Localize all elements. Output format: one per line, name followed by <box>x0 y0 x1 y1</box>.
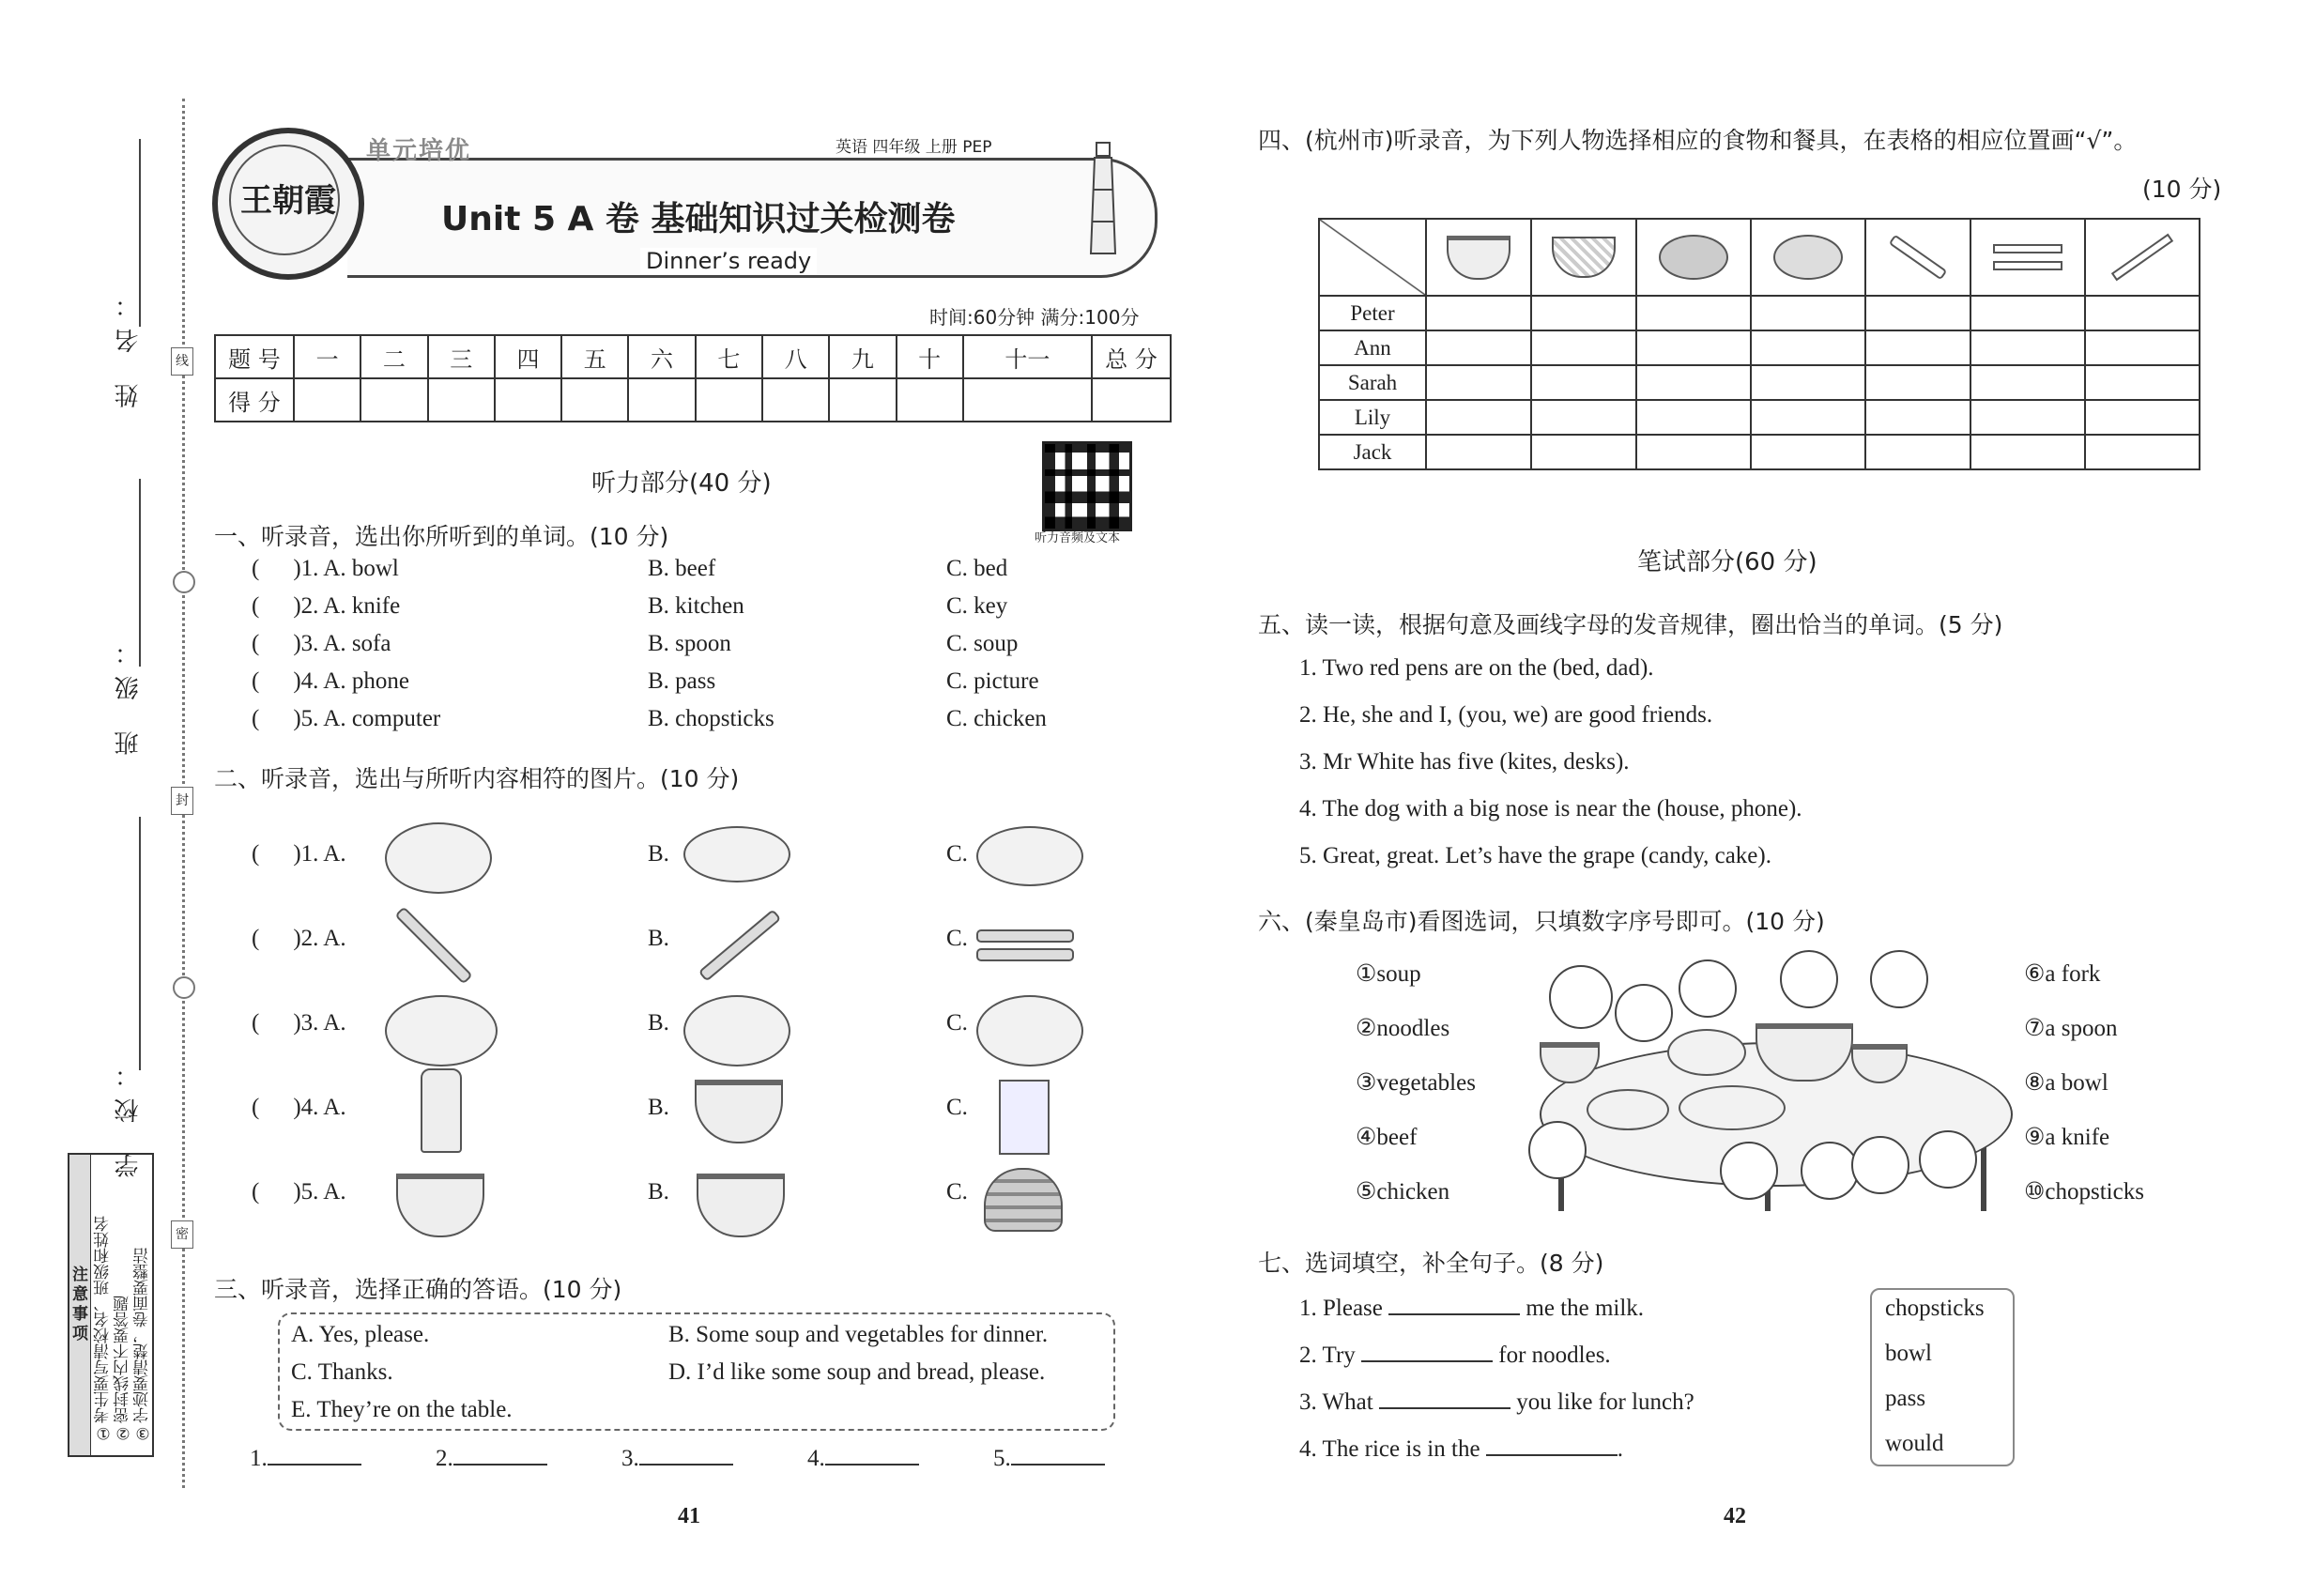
q1-item <box>252 556 399 582</box>
answer-bubble[interactable] <box>1528 1121 1587 1179</box>
name-field-line[interactable] <box>139 139 141 327</box>
q4-check-cell[interactable] <box>1426 296 1531 330</box>
school-field-line[interactable] <box>139 817 141 1070</box>
q1-option-a: )2. A. knife <box>293 593 401 619</box>
score-cell[interactable] <box>762 378 829 422</box>
notice-title: 注意事项 <box>69 1155 91 1455</box>
q7-word: bowl <box>1885 1341 1932 1366</box>
q3-blank <box>621 1446 733 1472</box>
chicken-dish-icon <box>1667 1029 1746 1076</box>
q2-label-b: B. <box>648 841 669 867</box>
brand-name: 王朝霞 <box>240 182 336 220</box>
q6-word: ⑩chopsticks <box>2024 1179 2144 1205</box>
answer-bubble[interactable] <box>1801 1142 1859 1200</box>
q4-person: Sarah <box>1319 365 1426 400</box>
q6-word: ⑥a fork <box>2024 961 2101 987</box>
chicken-icon <box>1751 219 1865 296</box>
q7-item <box>1299 1389 1694 1416</box>
q2-label-b: B. <box>648 1010 669 1036</box>
answer-paren[interactable]: ( <box>252 668 260 694</box>
class-label: 班 级： <box>115 629 143 756</box>
q7-answer-line[interactable] <box>1486 1454 1618 1456</box>
q7-heading: 七、选词填空，补全句子。(8 分) <box>1258 1250 1604 1277</box>
q2-item <box>252 1010 346 1036</box>
q5-item[interactable]: 1. Two red pens are on the (bed, dad). <box>1299 655 1654 681</box>
q3-answer-line[interactable] <box>825 1464 919 1466</box>
q4-check-cell[interactable] <box>1636 330 1751 365</box>
q6-word: ③vegetables <box>1356 1070 1476 1096</box>
cut-mark-xian: 线 <box>171 347 193 376</box>
q4-corner-cell <box>1319 219 1426 296</box>
q3-blank-num: 3. <box>621 1446 639 1471</box>
q4-check-cell[interactable] <box>1751 296 1865 330</box>
answer-bubble[interactable] <box>1720 1142 1778 1200</box>
q3-heading: 三、听录音，选择正确的答语。(10 分) <box>214 1276 622 1303</box>
answer-bubble[interactable] <box>1780 950 1838 1008</box>
answer-paren[interactable]: ( <box>252 593 260 619</box>
noodle-bowl-image[interactable] <box>697 1174 785 1237</box>
q2-label-b: B. <box>648 1179 669 1205</box>
q7-word: chopsticks <box>1885 1296 1985 1321</box>
q4-check-cell[interactable] <box>1531 435 1636 469</box>
score-cell[interactable] <box>428 378 495 422</box>
q6-heading: 六、(秦皇岛市)看图选词，只填数字序号即可。(10 分) <box>1258 908 1825 935</box>
answer-paren[interactable]: ( <box>252 841 260 867</box>
q2-item <box>252 926 346 952</box>
q1-item <box>252 593 400 620</box>
q1-option-a: )1. A. bowl <box>293 556 399 581</box>
q2-item <box>252 1179 346 1205</box>
q3-option: B. Some soup and vegetables for dinner. <box>668 1322 1049 1347</box>
q2-label-c: C. <box>946 1095 968 1120</box>
q6-word: ⑤chicken <box>1356 1179 1450 1205</box>
score-header-cell: 四 <box>495 335 561 378</box>
series-label: 单元培优 <box>366 137 472 165</box>
q1-option-b: B. beef <box>648 556 716 581</box>
q1-option-c: C. chicken <box>946 706 1047 731</box>
q7-word: would <box>1885 1431 1944 1456</box>
answer-paren[interactable]: ( <box>252 556 260 581</box>
q4-check-cell[interactable] <box>1751 330 1865 365</box>
q4-check-cell[interactable] <box>1970 365 2085 400</box>
q4-check-cell[interactable] <box>1426 400 1531 435</box>
q7-text: 1. Please <box>1299 1296 1383 1321</box>
q4-check-cell[interactable] <box>2085 400 2200 435</box>
answer-paren[interactable]: ( <box>252 631 260 656</box>
q7-item <box>1299 1343 1611 1369</box>
soup-bowl-image[interactable] <box>695 1080 783 1143</box>
spoon-image[interactable] <box>394 906 472 984</box>
score-header-cell: 二 <box>360 335 427 378</box>
notice-item: ③字迹要清楚，卷面要整洁 <box>133 1248 152 1442</box>
q3-answer-line[interactable] <box>268 1464 361 1466</box>
q2-label-a: )5. A. <box>293 1179 346 1205</box>
scissor-icon <box>173 571 195 593</box>
cut-mark-mi: 密 <box>171 1220 193 1249</box>
q3-answer-line[interactable] <box>1011 1464 1105 1466</box>
q3-blank-num: 5. <box>993 1446 1011 1471</box>
page-number-right: 42 <box>1724 1504 1746 1528</box>
score-header-cell: 八 <box>762 335 829 378</box>
answer-bubble[interactable] <box>1870 950 1928 1008</box>
fork-knife-image[interactable] <box>976 948 1074 961</box>
book-meta: 英语 四年级 上册 PEP <box>836 138 992 157</box>
q4-check-cell[interactable] <box>2085 365 2200 400</box>
q4-check-cell[interactable] <box>1426 365 1531 400</box>
score-header-cell: 七 <box>696 335 762 378</box>
answer-bubble[interactable] <box>1851 1136 1909 1194</box>
q1-heading: 一、听录音，选出你所听到的单词。(10 分) <box>214 523 669 550</box>
q6-word: ⑧a bowl <box>2024 1070 2108 1096</box>
score-row-label: 得 分 <box>215 378 294 422</box>
noodles-plate-image[interactable] <box>385 995 498 1067</box>
beef-plate-icon <box>1679 1085 1786 1130</box>
qr-caption: 听力音频及文本 <box>1035 531 1121 545</box>
q4-row <box>1319 296 2200 330</box>
answer-paren[interactable]: ( <box>252 1179 260 1205</box>
brand-logo <box>212 128 364 280</box>
q3-option: A. Yes, please. <box>291 1322 430 1347</box>
q4-check-cell[interactable] <box>1426 330 1531 365</box>
q7-text: me the milk. <box>1526 1296 1645 1321</box>
name-label: 姓 名： <box>115 282 143 408</box>
q3-answer-line[interactable] <box>639 1464 733 1466</box>
q1-option-b: B. chopsticks <box>648 706 774 731</box>
q4-person: Lily <box>1319 400 1426 435</box>
beef-plate-image[interactable] <box>385 822 492 894</box>
q1-option-b: B. kitchen <box>648 593 744 619</box>
q4-check-cell[interactable] <box>2085 296 2200 330</box>
lighthouse-icon <box>1089 133 1117 255</box>
fork-knife-image[interactable] <box>976 929 1074 943</box>
q3-option: D. I’d like some soup and bread, please. <box>668 1359 1046 1385</box>
q4-check-cell[interactable] <box>2085 435 2200 469</box>
qr-code-icon[interactable] <box>1042 441 1132 531</box>
answer-paren[interactable]: ( <box>252 1095 260 1120</box>
q1-item <box>252 631 391 657</box>
q4-check-cell[interactable] <box>1636 435 1751 469</box>
score-header-cell: 九 <box>829 335 896 378</box>
score-cell[interactable] <box>294 378 360 422</box>
soup-bowl-icon <box>1426 219 1531 296</box>
q6-word: ⑦a spoon <box>2024 1016 2118 1041</box>
chopsticks-icon <box>2085 219 2200 296</box>
q4-row <box>1319 330 2200 365</box>
bread-plate-image[interactable] <box>976 995 1083 1067</box>
notice-box <box>68 1153 154 1457</box>
q7-item <box>1299 1296 1644 1322</box>
answer-paren[interactable]: ( <box>252 706 260 731</box>
q1-option-b: B. pass <box>648 668 716 694</box>
q6-word: ⑨a knife <box>2024 1125 2110 1150</box>
q3-blank <box>436 1446 547 1472</box>
q5-item[interactable]: 5. Great, great. Let’s have the grape (candy, cake). <box>1299 843 1771 868</box>
q7-text: you like for lunch? <box>1516 1389 1694 1415</box>
milk-bottle-image[interactable] <box>421 1068 462 1153</box>
q1-option-c: C. bed <box>946 556 1008 581</box>
exam-subtitle: Dinner’s ready <box>640 248 817 274</box>
chopsticks-image[interactable] <box>698 909 782 982</box>
q4-check-cell[interactable] <box>1636 296 1751 330</box>
q4-table <box>1318 218 2200 470</box>
q1-option-c: C. soup <box>946 631 1019 656</box>
score-header-cell: 三 <box>428 335 495 378</box>
q7-answer-line[interactable] <box>1361 1360 1493 1362</box>
q3-blank-num: 4. <box>807 1446 825 1471</box>
time-score: 时间:60分钟 满分:100分 <box>929 306 1140 329</box>
q5-item[interactable]: 3. Mr White has five (kites, desks). <box>1299 749 1630 775</box>
notice-items <box>94 1160 153 1442</box>
noodles-icon <box>1531 219 1636 296</box>
q1-option-a: )5. A. computer <box>293 706 441 731</box>
q1-option-c: C. picture <box>946 668 1039 694</box>
spoon-icon <box>1865 219 1970 296</box>
q2-label-c: C. <box>946 841 968 867</box>
answer-bubble[interactable] <box>1679 959 1737 1018</box>
score-cell[interactable] <box>696 378 762 422</box>
score-header-cell: 总 分 <box>1092 335 1171 378</box>
q4-check-cell[interactable] <box>1865 400 1970 435</box>
q3-answer-line[interactable] <box>453 1464 547 1466</box>
q3-blank-num: 2. <box>436 1446 453 1471</box>
school-label: 学 校： <box>115 1051 143 1178</box>
q4-check-cell[interactable] <box>1531 296 1636 330</box>
q3-blank-num: 1. <box>250 1446 268 1471</box>
vegetables-plate-icon <box>1587 1089 1669 1130</box>
score-value-row <box>215 378 1171 422</box>
q1-option-a: )3. A. sofa <box>293 631 391 656</box>
notice-item: ②密封线内不要答题 <box>114 1296 132 1442</box>
score-header-cell: 六 <box>628 335 695 378</box>
q1-option-c: C. key <box>946 593 1008 619</box>
q4-check-cell[interactable] <box>1865 330 1970 365</box>
q4-check-cell[interactable] <box>1751 400 1865 435</box>
answer-bubble[interactable] <box>1549 965 1613 1029</box>
answer-bubble[interactable] <box>1919 1130 1977 1189</box>
q7-word: pass <box>1885 1386 1926 1411</box>
score-cell[interactable] <box>561 378 628 422</box>
score-header-cell: 一 <box>294 335 360 378</box>
q5-item[interactable]: 2. He, she and I, (you, we) are good friends. <box>1299 702 1713 728</box>
q4-check-cell[interactable] <box>1751 365 1865 400</box>
q6-word: ①soup <box>1356 961 1421 987</box>
q7-text: . <box>1617 1436 1624 1462</box>
q1-item <box>252 668 409 695</box>
score-cell[interactable] <box>1092 378 1171 422</box>
score-header-cell: 题 号 <box>215 335 294 378</box>
class-field-line[interactable] <box>139 479 141 667</box>
score-cell[interactable] <box>829 378 896 422</box>
q2-item <box>252 1095 346 1121</box>
chicken-image[interactable] <box>976 826 1083 886</box>
writing-title: 笔试部分(60 分) <box>1637 548 1817 576</box>
q4-check-cell[interactable] <box>1865 296 1970 330</box>
q4-check-cell[interactable] <box>1531 365 1636 400</box>
score-cell[interactable] <box>360 378 427 422</box>
page-number-left: 41 <box>678 1504 700 1528</box>
q7-answer-line[interactable] <box>1379 1407 1510 1409</box>
q1-option-a: )4. A. phone <box>293 668 409 694</box>
q3-blank <box>807 1446 919 1472</box>
q3-blank <box>250 1446 361 1472</box>
notice-item: ①考生要写清校名、班级和姓名 <box>94 1216 113 1442</box>
q4-person: Ann <box>1319 330 1426 365</box>
score-table <box>214 334 1172 422</box>
q4-person: Jack <box>1319 435 1426 469</box>
beef-icon <box>1636 219 1751 296</box>
q4-row <box>1319 435 2200 469</box>
q2-label-a: )2. A. <box>293 926 346 951</box>
q3-option: E. They’re on the table. <box>291 1397 513 1422</box>
score-cell[interactable] <box>495 378 561 422</box>
q6-word: ②noodles <box>1356 1016 1450 1041</box>
q4-check-cell[interactable] <box>1531 400 1636 435</box>
fork-knife-icon <box>1970 219 2085 296</box>
q4-check-cell[interactable] <box>1751 435 1865 469</box>
q4-icon-row <box>1319 219 2200 296</box>
q7-answer-line[interactable] <box>1388 1313 1520 1315</box>
q4-check-cell[interactable] <box>1865 365 1970 400</box>
vegetables-plate-image[interactable] <box>683 995 790 1067</box>
score-header-cell: 五 <box>561 335 628 378</box>
q2-label-a: )3. A. <box>293 1010 346 1036</box>
q1-option-b: B. spoon <box>648 631 731 656</box>
q6-word: ④beef <box>1356 1125 1418 1150</box>
q4-row <box>1319 400 2200 435</box>
hamburger-image[interactable] <box>984 1168 1063 1232</box>
q2-label-c: C. <box>946 1010 968 1036</box>
answer-paren[interactable]: ( <box>252 926 260 951</box>
scissor-icon <box>173 976 195 999</box>
q7-text: 4. The rice is in the <box>1299 1436 1480 1462</box>
q4-check-cell[interactable] <box>1970 435 2085 469</box>
score-cell[interactable] <box>628 378 695 422</box>
q1-item <box>252 706 440 732</box>
q4-points: (10 分) <box>2142 176 2222 203</box>
score-cell[interactable] <box>963 378 1092 422</box>
q4-check-cell[interactable] <box>1636 400 1751 435</box>
listening-title: 听力部分(40 分) <box>591 469 772 498</box>
q4-check-cell[interactable] <box>1426 435 1531 469</box>
q2-label-c: C. <box>946 926 968 951</box>
q3-option: C. Thanks. <box>291 1359 393 1385</box>
score-header-row <box>215 335 1171 378</box>
q4-check-cell[interactable] <box>1970 400 2085 435</box>
q2-label-c: C. <box>946 1179 968 1205</box>
q4-check-cell[interactable] <box>1636 365 1751 400</box>
q4-check-cell[interactable] <box>1970 296 2085 330</box>
score-header-cell: 十 <box>897 335 963 378</box>
q2-heading: 二、听录音，选出与所听内容相符的图片。(10 分) <box>214 765 740 792</box>
q2-label-b: B. <box>648 926 669 951</box>
q4-check-cell[interactable] <box>1531 330 1636 365</box>
q2-label-a: )1. A. <box>293 841 346 867</box>
q2-label-a: )4. A. <box>293 1095 346 1120</box>
score-header-cell: 十一 <box>963 335 1092 378</box>
q4-heading: 四、(杭州市)听录音，为下列人物选择相应的食物和餐具，在表格的相应位置画“√”。 <box>1258 127 2138 154</box>
exam-title: Unit 5 A 卷 基础知识过关检测卷 <box>441 200 956 238</box>
q7-text: 2. Try <box>1299 1343 1356 1368</box>
q4-person: Peter <box>1319 296 1426 330</box>
q2-item <box>252 841 346 867</box>
q7-item <box>1299 1436 1623 1463</box>
rice-bowl-image[interactable] <box>396 1174 484 1237</box>
q5-heading: 五、读一读，根据句意及画线字母的发音规律，圈出恰当的单词。(5 分) <box>1258 611 2003 638</box>
q7-text: 3. What <box>1299 1389 1373 1415</box>
q7-text: for noodles. <box>1498 1343 1611 1368</box>
q2-label-b: B. <box>648 1095 669 1120</box>
answer-bubble[interactable] <box>1615 984 1673 1042</box>
q4-check-cell[interactable] <box>1865 435 1970 469</box>
juice-glass-image[interactable] <box>999 1080 1050 1155</box>
cut-mark-feng: 封 <box>171 787 193 815</box>
q4-row <box>1319 365 2200 400</box>
q3-blank <box>993 1446 1105 1472</box>
q4-check-cell[interactable] <box>2085 330 2200 365</box>
q5-item[interactable]: 4. The dog with a big nose is near the (house, phone). <box>1299 796 1802 821</box>
q4-check-cell[interactable] <box>1970 330 2085 365</box>
score-cell[interactable] <box>897 378 963 422</box>
fish-plate-image[interactable] <box>683 826 790 882</box>
answer-paren[interactable]: ( <box>252 1010 260 1036</box>
